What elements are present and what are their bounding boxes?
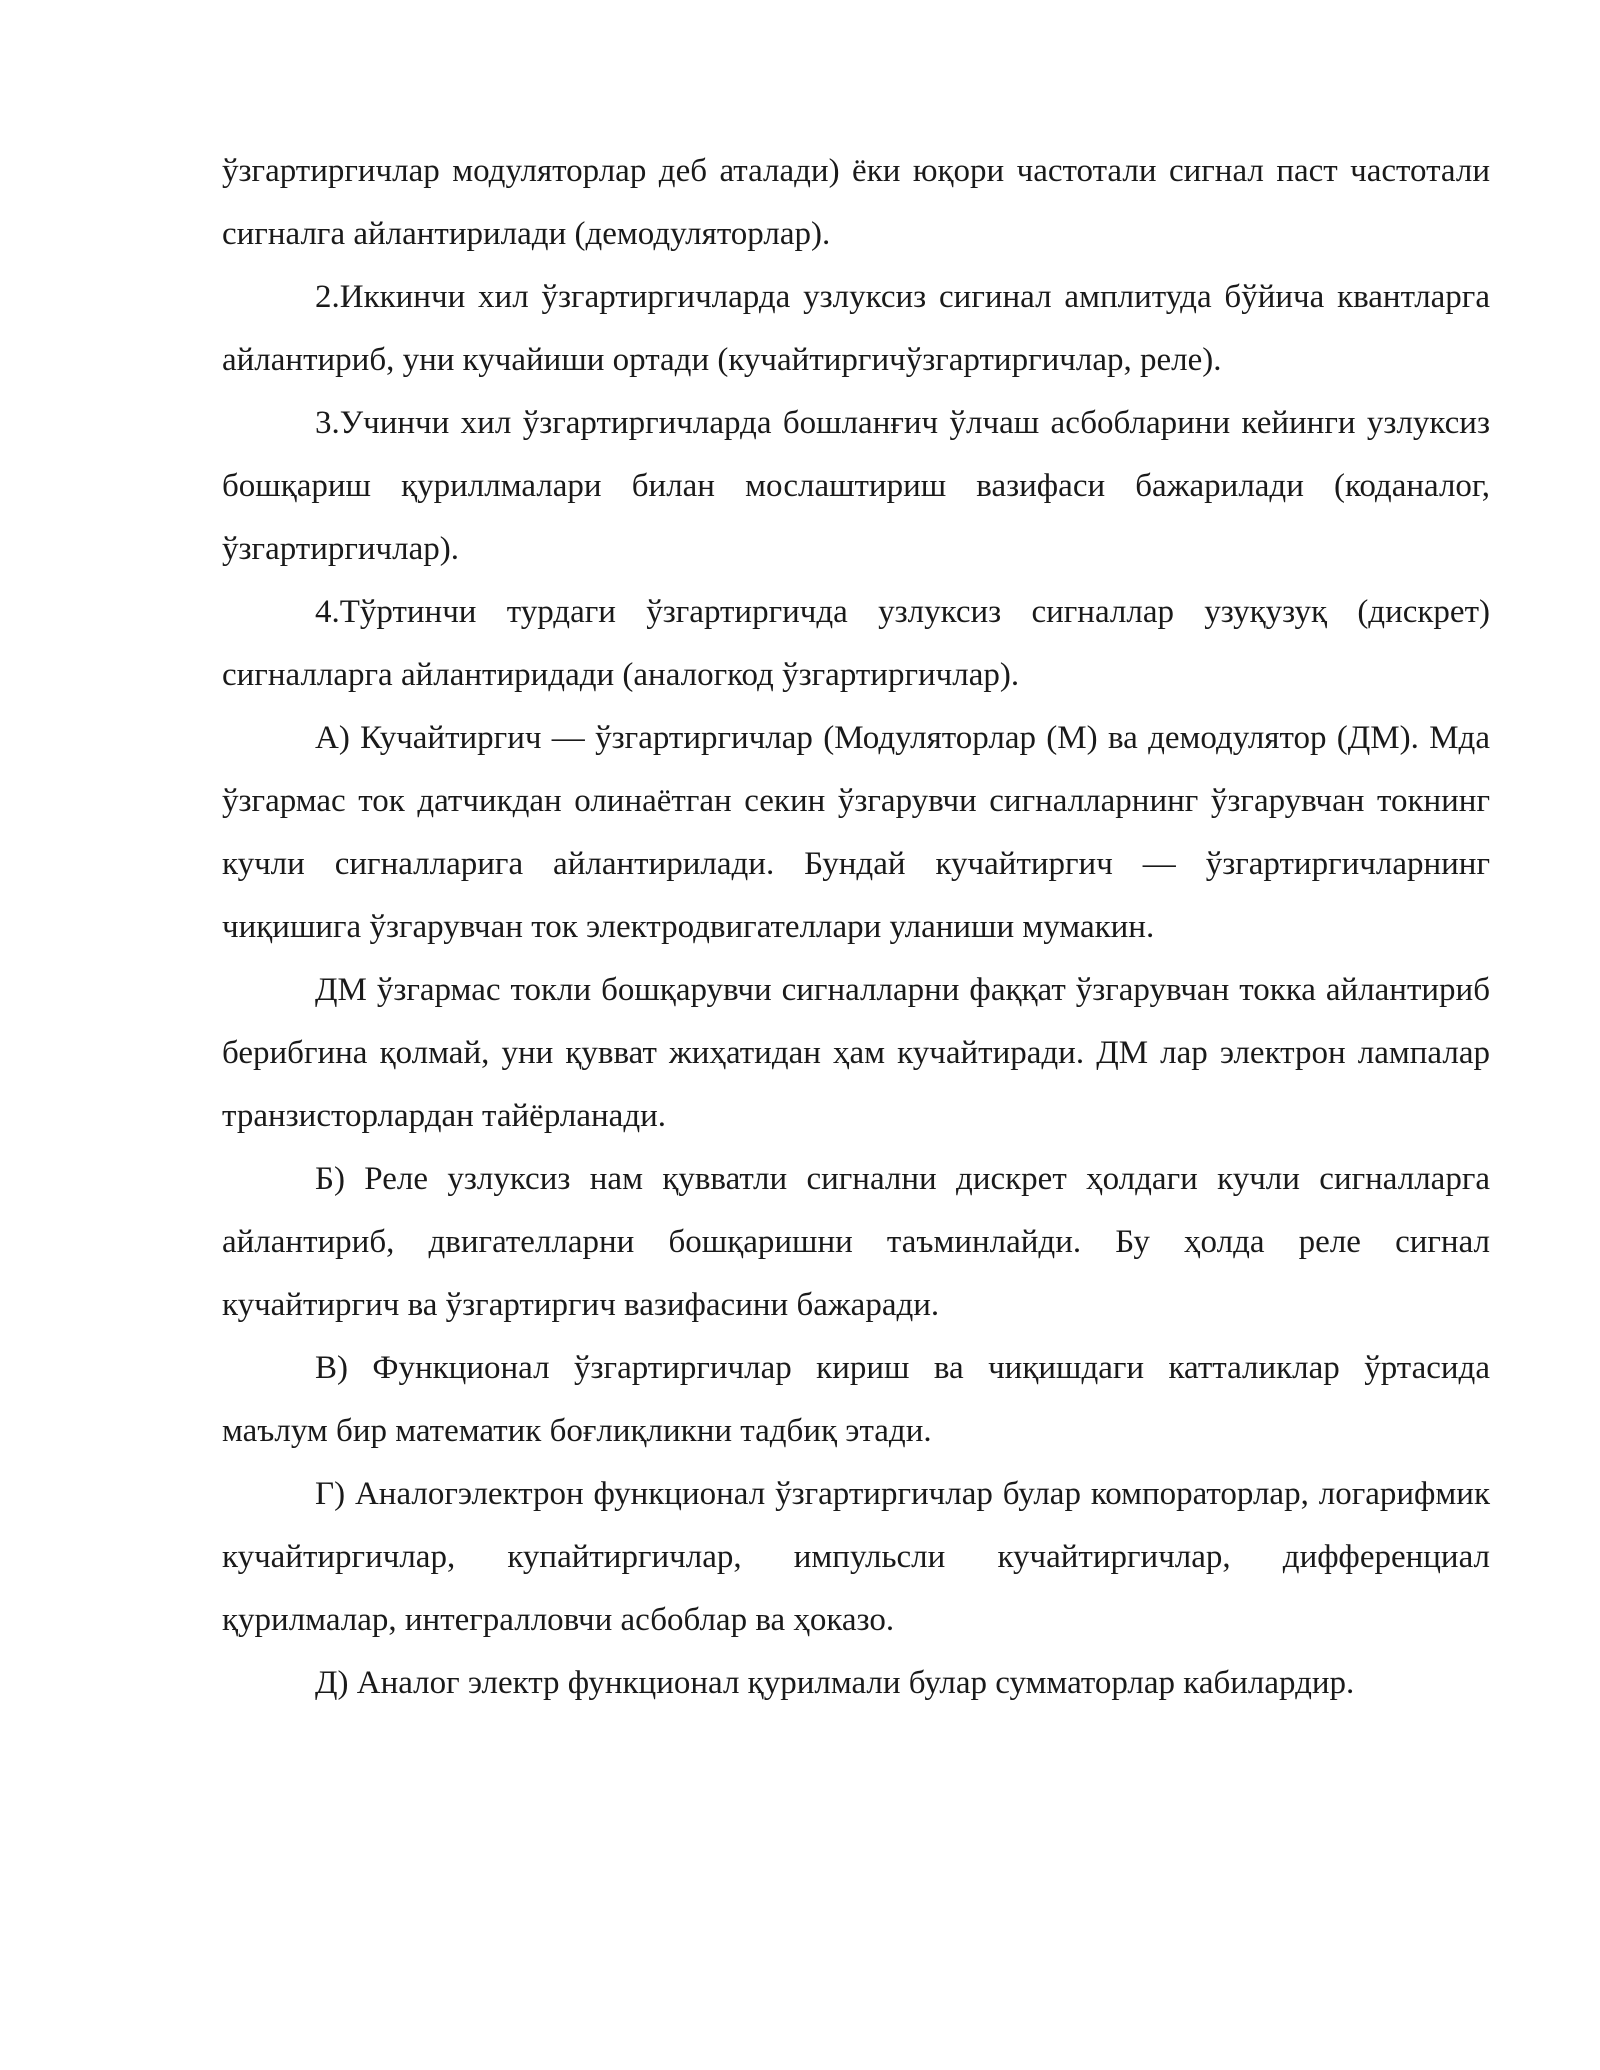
paragraph-v-functional: В) Функционал ўзгартиргичлар кириш ва чиқишдаги катталиклар ўртасида маълум бир математик боғлиқликни тадбиқ этади. bbox=[222, 1350, 1490, 1449]
paragraph-item-2: 2.Иккинчи хил ўзгартиргичларда узлуксиз сигинал амплитуда бўйича квантларга айлантириб, уни кучайиши ортади (кучайтиргичўзгартиргичлар, реле). bbox=[222, 279, 1490, 378]
paragraph-item-4: 4.Тўртинчи турдаги ўзгартиргичда узлуксиз сигналлар узуқузуқ (дискрет) сигналларга айлантиридади (аналогкод ўзгартиргичлар). bbox=[222, 594, 1490, 693]
paragraph-a-amplifier: А) Кучайтиргич — ўзгартиргичлар (Модуляторлар (М) ва демодулятор (ДМ). Мда ўзгармас ток датчикдан олинаётган секин ўзгарувчи сигналларнинг ўзгарувчан токнинг кучли сигналларига айлантирилади. Бундай кучайтиргич — ўзгартиргичларнинг чиқишига ўзгарувчан ток электродвигателлари уланиши мумакин. bbox=[222, 720, 1490, 945]
paragraph-continuation: ўзгартиргичлар модуляторлар деб аталади) ёки юқори частотали сигнал паст частотали сигналга айлантирилади (демодуляторлар). bbox=[222, 153, 1490, 252]
paragraph-g-analog-electronic: Г) Аналогэлектрон функционал ўзгартиргичлар булар компораторлар, логарифмик кучайтиргичлар, купайтиргичлар, импульсли кучайтиргичлар, дифференциал қурилмалар, интегралловчи асбоблар ва ҳоказо. bbox=[222, 1476, 1490, 1638]
paragraph-d-analog-electric: Д) Аналог электр функционал қурилмали булар сумматорлар кабилардир. bbox=[315, 1665, 1355, 1701]
paragraph-b-relay: Б) Реле узлуксиз нам қувватли сигнални дискрет ҳолдаги кучли сигналларга айлантириб, двигателларни бошқаришни таъминлайди. Бу ҳолда реле сигнал кучайтиргич ва ўзгартиргич вазифасини бажаради. bbox=[222, 1161, 1490, 1323]
document-body bbox=[222, 140, 1490, 1715]
paragraph-dm: ДМ ўзгармас токли бошқарувчи сигналларни фаққат ўзгарувчан токка айлантириб берибгина қолмай, уни қувват жиҳатидан ҳам кучайтиради. ДМ лар электрон лампалар транзисторлардан тайёрланади. bbox=[222, 972, 1490, 1134]
paragraph-item-3: 3.Учинчи хил ўзгартиргичларда бошланғич ўлчаш асбобларини кейинги узлуксиз бошқариш қуриллмалари билан мослаштириш вазифаси бажарилади (коданалог, ўзгартиргичлар). bbox=[222, 405, 1490, 567]
